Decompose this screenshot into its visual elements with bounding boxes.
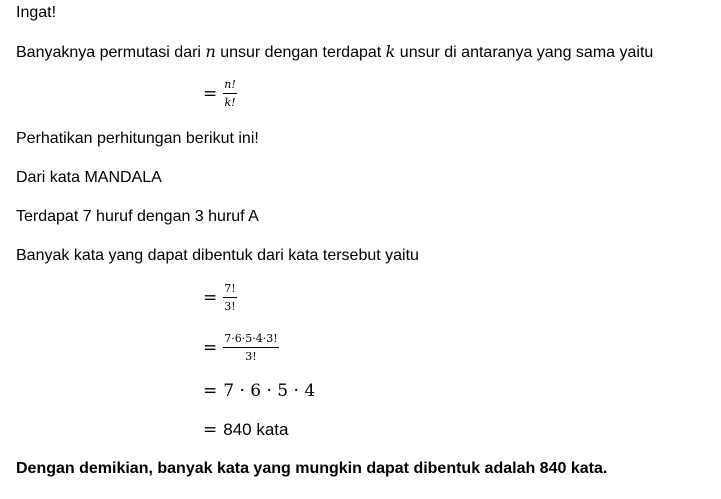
word-line: Dari kata MANDALA	[16, 169, 162, 186]
letters-line: Terdapat 7 huruf dengan 3 huruf A	[16, 208, 259, 225]
heading-ingat: Ingat!	[16, 4, 57, 21]
fraction-denominator: 3!	[224, 300, 236, 313]
step-4	[203, 420, 288, 440]
fraction-expanded	[223, 332, 278, 363]
equals-sign: =	[203, 337, 218, 358]
step-1	[203, 282, 237, 313]
fraction-denominator: 3!	[245, 350, 257, 363]
permutation-rule-text	[16, 42, 653, 63]
variable-k: k	[385, 42, 396, 61]
fraction-7-over-3	[223, 282, 236, 313]
instruction-text: Perhatikan perhitungan berikut ini!	[16, 130, 259, 147]
rule-middle: unsur dengan terdapat	[215, 44, 386, 61]
rule-prefix: Banyaknya permutasi dari	[16, 44, 206, 61]
fraction-n-over-k	[223, 78, 237, 109]
fraction-denominator: k!	[224, 96, 236, 109]
equals-sign: =	[203, 381, 218, 401]
equals-sign: =	[203, 420, 218, 440]
step-2	[203, 332, 279, 363]
equals-sign: =	[203, 287, 218, 308]
rule-suffix: unsur di antaranya yang sama yaitu	[395, 44, 654, 61]
conclusion-text: Dengan demikian, banyak kata yang mungkin dapat dibentuk adalah 840 kata.	[16, 460, 608, 477]
fraction-numerator: n!	[223, 78, 237, 94]
result-expression: 840 kata	[223, 420, 289, 439]
variable-n: n	[205, 42, 216, 61]
fraction-numerator: 7·6·5·4·3!	[223, 332, 278, 348]
product-expression: 7 · 6 · 5 · 4	[223, 381, 316, 401]
fraction-numerator: 7!	[223, 282, 236, 298]
question-line: Banyak kata yang dapat dibentuk dari kata tersebut yaitu	[16, 247, 419, 264]
permutation-formula	[203, 78, 237, 109]
step-3	[203, 381, 315, 401]
equals-sign: =	[203, 83, 218, 104]
